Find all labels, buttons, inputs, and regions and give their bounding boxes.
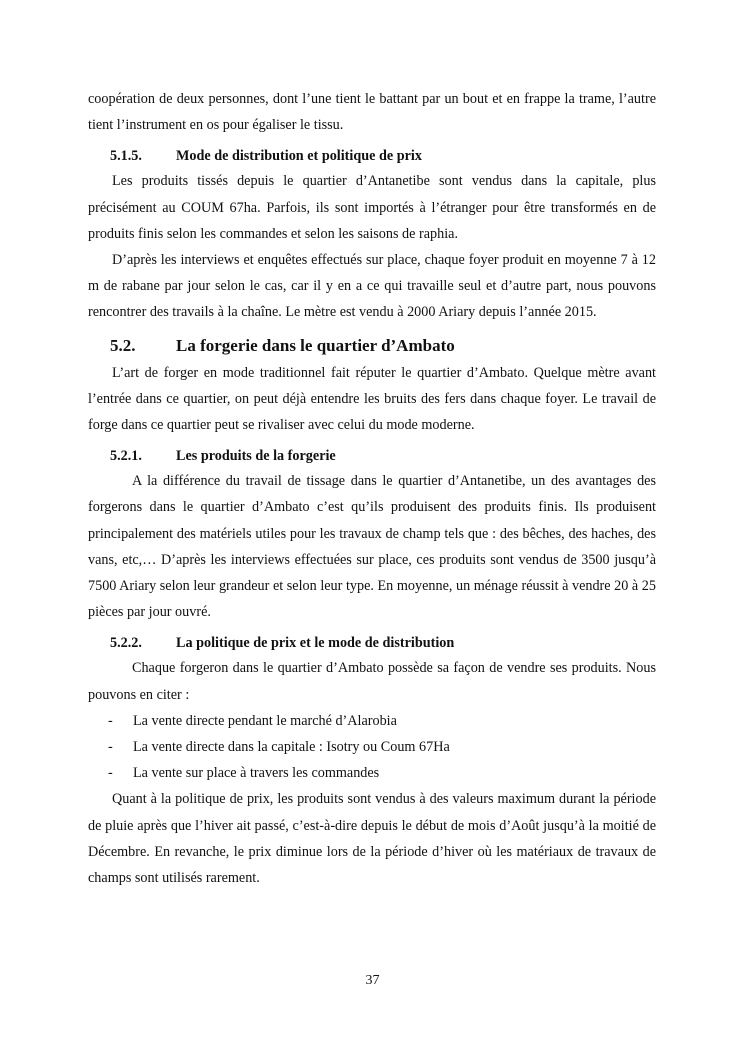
paragraph-forgerie: L’art de forger en mode traditionnel fait réputer le quartier d’Ambato. Quelque mètre avant l’entrée dans ce quartier, on peut déjà entendre les bruits des fers dans chaque foyer. Le travail de forge dans ce quartier peut se rivaliser avec celui du mode moderne. (88, 364, 656, 434)
list-item: - La vente directe pendant le marché d’Alarobia (108, 712, 397, 729)
page-number: 37 (365, 973, 380, 988)
heading-5-2-2 (88, 633, 656, 653)
heading-5-2-1 (88, 446, 656, 466)
heading-number: 5.2.1. (110, 448, 142, 465)
heading-title: La politique de prix et le mode de distribution (176, 635, 455, 652)
document-page (88, 86, 656, 891)
paragraph-distribution: Les produits tissés depuis le quartier d’Antanetibe sont vendus dans la capitale, plus précisément au COUM 67ha. Parfois, ils sont importés à l’étranger pour être transformés en de produits finis selon les commandes et selon les saisons de raphia. (88, 173, 656, 242)
heading-number: 5.2.2. (110, 635, 142, 652)
paragraph-intro: coopération de deux personnes, dont l’une tient le battant par un bout et en frappe la trame, l’autre tient l’instrument en os pour égaliser le tissu. (88, 91, 656, 134)
heading-number: 5.2. (110, 335, 136, 355)
list-item: - La vente directe dans la capitale : Isotry ou Coum 67Ha (108, 739, 450, 756)
paragraph-production: D’après les interviews et enquêtes effectués sur place, chaque foyer produit en moyenne 7 à 12 m de rabane par jour selon le cas, car il y en a ce qui travaille seul et d’autre part, nous pouvons rencontrer des travails à la chaîne. Le mètre est vendu à 2000 Ariary depuis l’année 2015. (88, 252, 656, 321)
heading-5-2 (88, 334, 656, 358)
paragraph-produits: A la différence du travail de tissage dans le quartier d’Antanetibe, un des avantages des forgerons dans le quartier d’Ambato c’est qu’ils produisent des produits finis. Ils produisent principalement des matériels utiles pour les travaux de champ tels que : des bêches, des haches, des vans, etc,… D’après les interviews effectuées sur place, ces produits sont vendus de 3500 jusqu’à 7500 Ariary selon leur grandeur et selon leur type. En moyenne, un ménage réussit à vendre 20 à 25 pièces par jour ouvré. (88, 473, 656, 621)
paragraph-politique: Chaque forgeron dans le quartier d’Ambato possède sa façon de vendre ses produits. Nous pouvons en citer : (88, 660, 656, 703)
heading-title: La forgerie dans le quartier d’Ambato (176, 335, 455, 355)
heading-title: Mode de distribution et politique de prix (176, 148, 422, 165)
list-item: - La vente sur place à travers les commandes (108, 765, 380, 782)
heading-number: 5.1.5. (110, 148, 142, 165)
heading-title: Les produits de la forgerie (176, 448, 336, 465)
paragraph-prix: Quant à la politique de prix, les produits sont vendus à des valeurs maximum durant la période de pluie après que l’hiver ait passé, c’est-à-dire depuis le début de mois d’Août jusqu’à la moitié de Décembre. En revanche, le prix diminue lors de la période d’hiver où les matériaux de travaux de champs sont utilisés rarement. (88, 791, 656, 887)
heading-5-1-5 (88, 146, 656, 166)
distribution-list (88, 708, 656, 787)
